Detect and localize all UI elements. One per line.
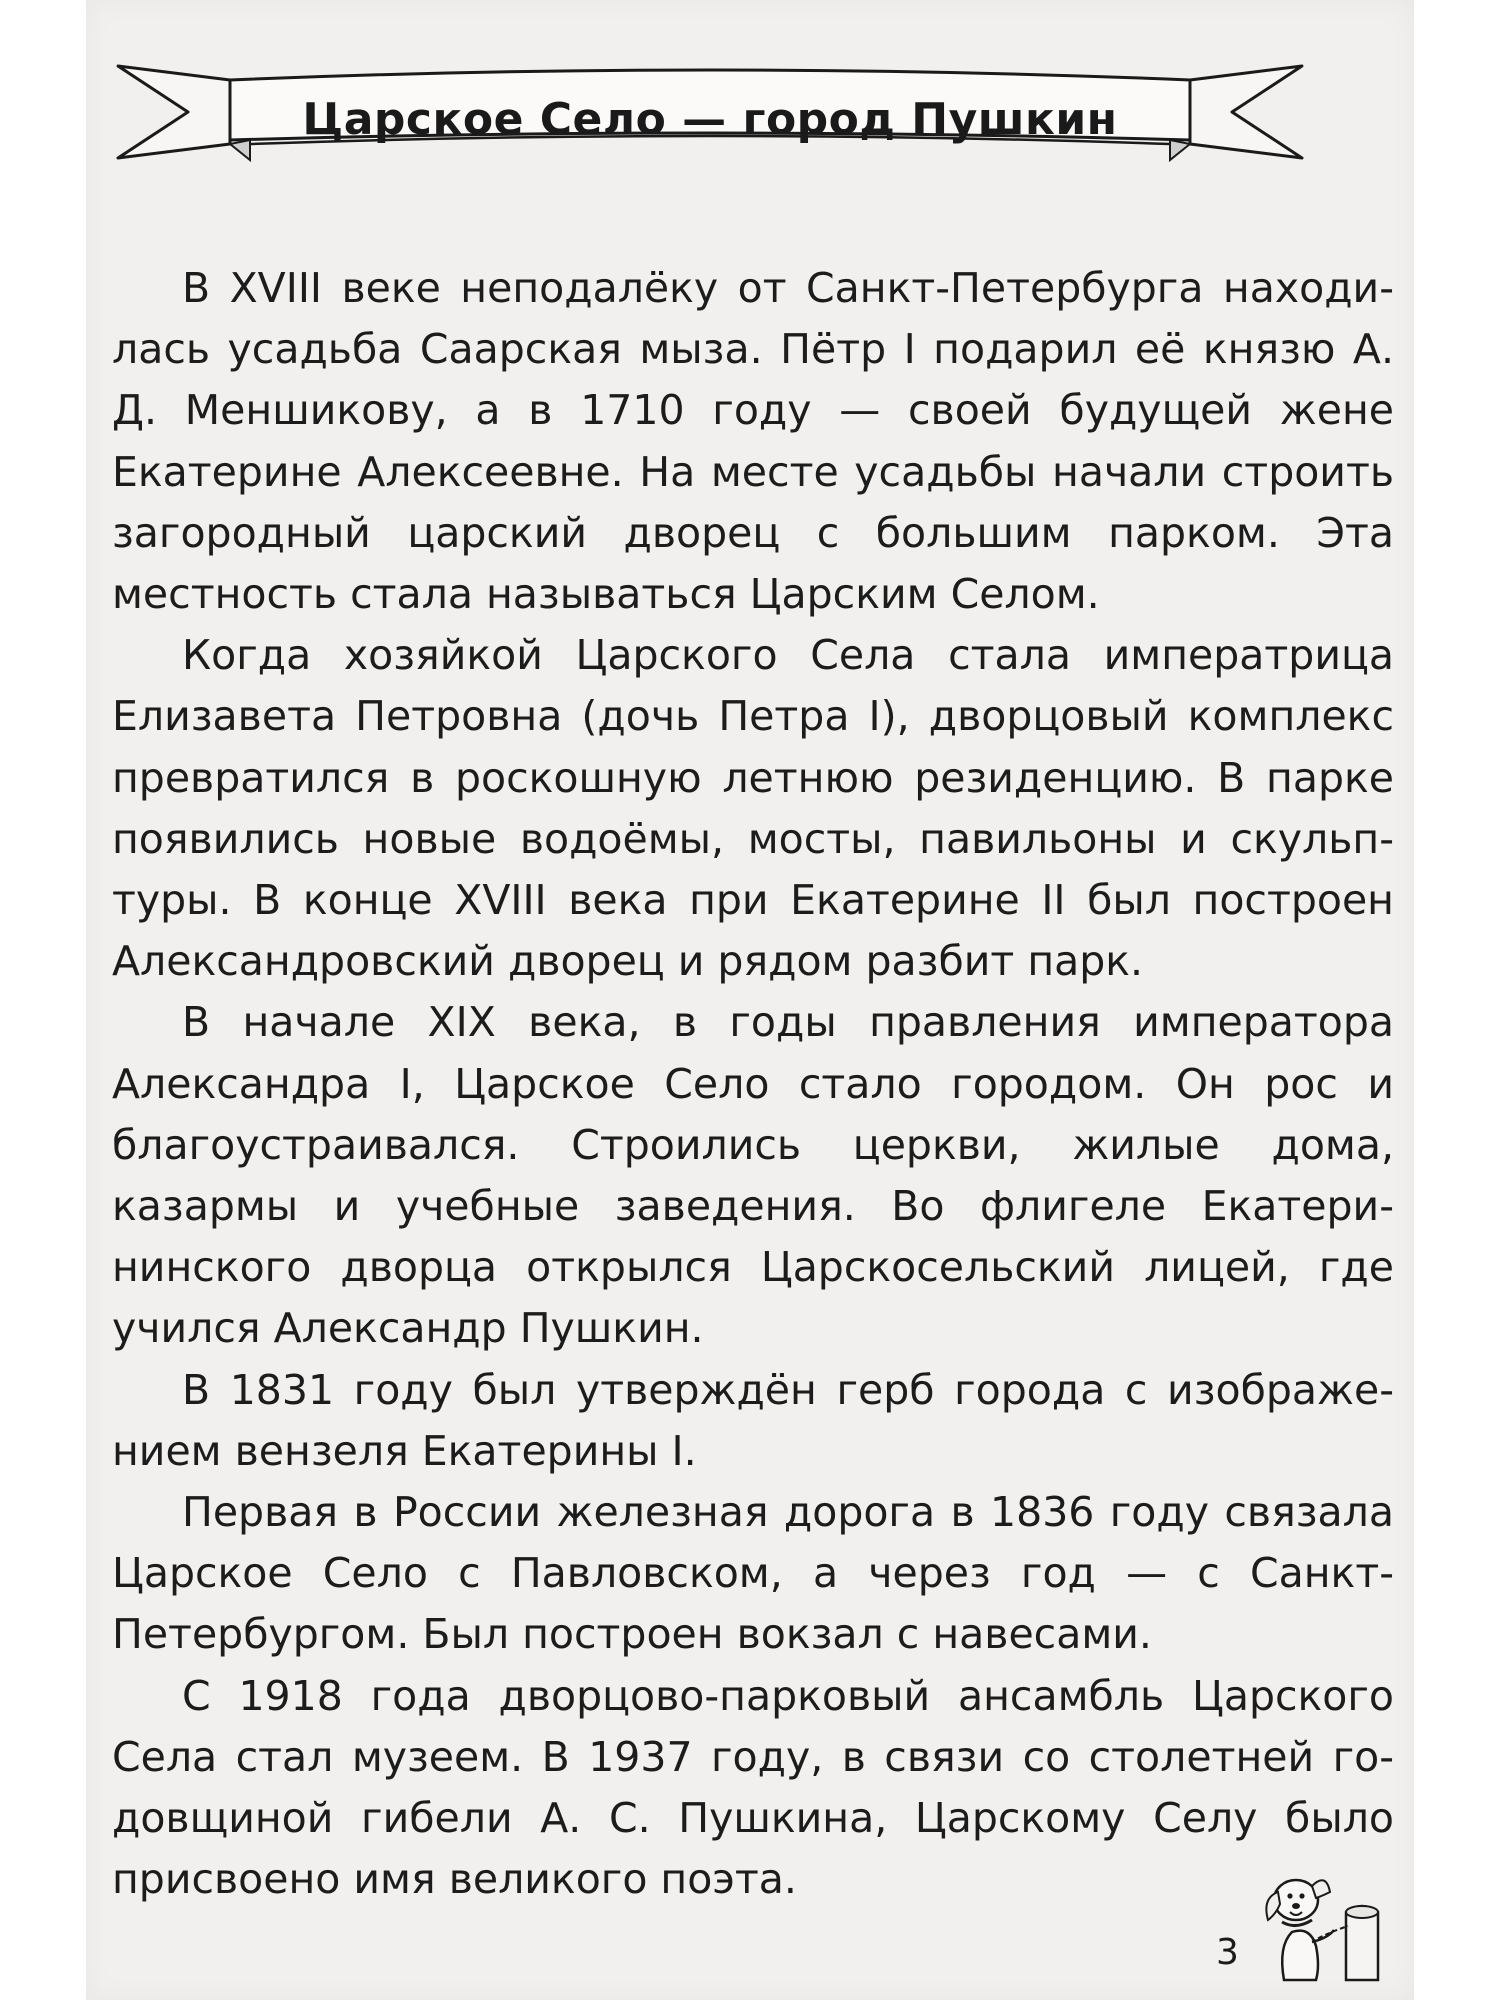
paragraph: В 1831 году был утверждён герб города с изображением вензеля Екатерины I.	[112, 1365, 1394, 1475]
page-title: Царское Село — город Пушкин	[302, 94, 1118, 145]
paragraph: В XVIII веке неподалёку от Санкт-Петербурга находилась усадьба Саарская мыза. Пётр I подарил её князю А. Д. Меншикову, а в 1710 году — своей будущей жене Екатерине Алексеевне. На месте усадьбы начали строить загородный царский дворец с большим парком. Эта местность стала называться Царским Селом.	[112, 264, 1394, 619]
paragraph: Первая в России железная дорога в 1836 году связала Царское Село с Павловском, а через год — с Санкт-Петербургом. Был построен вокзал с навесами.	[112, 1488, 1394, 1659]
article-body	[112, 258, 1394, 1910]
paragraph: С 1918 года дворцово-парковый ансамбль Царского Села стал музеем. В 1937 году, в связи со столетней годовщиной гибели А. С. Пушкина, Царскому Селу было присвоено имя великого поэта.	[112, 1671, 1394, 1904]
paragraph: В начале XIX века, в годы правления императора Александра I, Царское Село стало городом. Он рос и благоустраивался. Строились церкви, жилые дома, казармы и учебные заведения. Во флигеле Екатерининского дворца открылся Царскосельский лицей, где учился Александр Пушкин.	[112, 998, 1394, 1353]
paragraph: Когда хозяйкой Царского Села стала императрица Елизавета Петровна (дочь Петра I), дворцовый комплекс превратился в роскошную летнюю резиденцию. В парке появились новые водоёмы, мосты, павильоны и скульптуры. В конце XVIII века при Екатерине II был построен Александровский дворец и рядом разбит парк.	[112, 631, 1394, 986]
dog-mascot-icon	[1254, 1842, 1394, 1987]
page-number: 3	[1216, 1932, 1239, 1973]
